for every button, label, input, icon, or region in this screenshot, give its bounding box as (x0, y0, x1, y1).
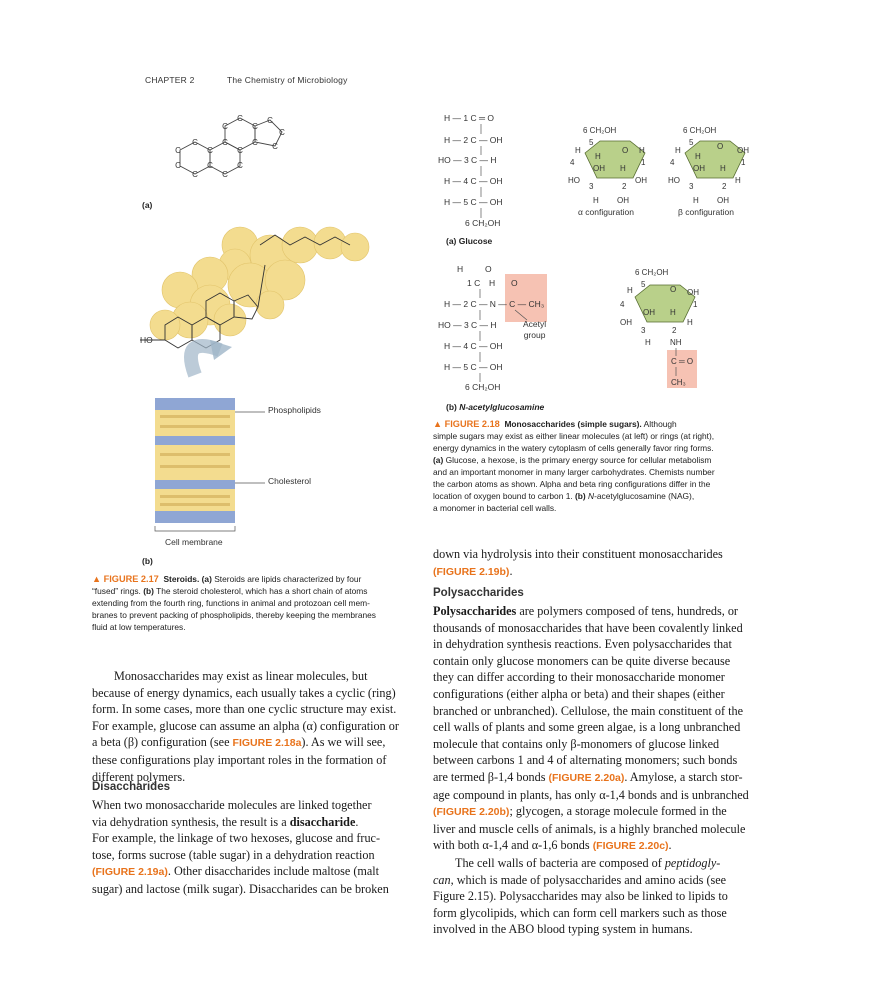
caption-text: energy dynamics in the watery cytoplasm of cells generally favor ring forms. (433, 443, 714, 453)
paragraph-line: Figure 2.15). Polysaccharides may also be linked to lipids to (433, 889, 728, 904)
svg-text:H — 2 C — OH: H — 2 C — OH (444, 135, 503, 145)
svg-text:5: 5 (641, 280, 646, 289)
atom-c: C (237, 161, 243, 170)
caption-text: -acetylglucosamine (NAG), (594, 491, 695, 501)
paragraph-line: they can differ according to their monosaccharide monomer (433, 670, 725, 685)
cell-membrane-label: Cell membrane (165, 537, 223, 547)
paragraph-line: different polymers. (92, 769, 186, 784)
caption-text: Glucose, a hexose, is the primary energy source for cellular metabolism (445, 455, 712, 465)
svg-text:3: 3 (589, 182, 594, 191)
svg-text:OH: OH (593, 164, 605, 173)
paragraph-line: between carbons 1 and 4 of alternating monomers; such bonds (433, 753, 738, 768)
svg-text:6 CH₂OH: 6 CH₂OH (583, 126, 617, 135)
svg-text:2: 2 (622, 182, 627, 191)
key-term: disaccharide (289, 814, 356, 829)
svg-text:H — 2 C — N — C — CH₃: H — 2 C — N — C — CH₃ (444, 299, 545, 309)
atom-c: C (175, 161, 181, 170)
paragraph-text: are polymers composed of tens, hundreds, or (516, 604, 738, 618)
paragraph-text: ; glycogen, a storage molecule formed in the (509, 804, 727, 819)
svg-text:1: 1 (741, 158, 746, 167)
italic-term: can, (433, 872, 454, 887)
svg-text:H: H (627, 286, 633, 295)
paragraph-line: cell walls of plants and some green algae, is a long unbranched (433, 720, 741, 735)
svg-text:H: H (489, 278, 496, 288)
svg-text:1: 1 (641, 158, 646, 167)
left-column-text (92, 668, 414, 785)
caption-text: Steroids are lipids characterized by four (214, 574, 362, 584)
panel-b-prefix: (b) (446, 402, 457, 412)
svg-text:NH: NH (670, 338, 682, 347)
svg-text:OH: OH (617, 196, 629, 205)
svg-text:O: O (622, 146, 629, 155)
paragraph-text: . (668, 838, 672, 853)
svg-text:OH: OH (643, 308, 655, 317)
nag-name: N-acetylglucosamine (459, 402, 545, 412)
svg-text:OH: OH (693, 164, 705, 173)
paragraph-text: The cell walls of bacteria are composed of (455, 855, 665, 870)
caption-text: and an important monomer in many larger carbohydrates. Chemists number (433, 467, 715, 477)
svg-text:OH: OH (717, 196, 729, 205)
alpha-configuration-label: α configuration (578, 207, 634, 217)
svg-text:HO — 3 C — H: HO — 3 C — H (438, 155, 497, 165)
svg-text:1: 1 (693, 300, 698, 309)
caption-part-a: (a) (201, 574, 212, 584)
caption-text: extending from the fourth ring, functions in animal and protozoan cell mem- (92, 598, 370, 608)
paragraph-line: down via hydrolysis into their constituent monosaccharides (433, 547, 723, 561)
hydroxyl-label: HO (140, 335, 153, 345)
svg-text:H — 1 C ═ O: H — 1 C ═ O (444, 113, 494, 123)
phospholipids-label: Phospholipids (268, 405, 321, 415)
paragraph-line: branched or unbranched). Cellulose, the main constituent of the (433, 703, 744, 718)
svg-text:4: 4 (620, 300, 625, 309)
svg-text:6 CH₂OH: 6 CH₂OH (635, 268, 669, 277)
nag-ring-structure (615, 265, 725, 395)
atom-c: C (272, 142, 278, 151)
atom-c: C (192, 170, 198, 179)
atom-c: C (222, 170, 228, 179)
caption-text: “fused” rings. (92, 586, 141, 596)
atom-c: C (252, 138, 258, 147)
steroid-ring-diagram (150, 110, 290, 195)
atom-c: C (207, 146, 213, 155)
svg-text:H: H (593, 196, 599, 205)
svg-text:H: H (645, 338, 651, 347)
svg-text:4: 4 (670, 158, 675, 167)
svg-text:H — 5 C — OH: H — 5 C — OH (444, 197, 503, 207)
atom-c: C (237, 114, 243, 123)
svg-text:H: H (695, 152, 701, 161)
beta-glucose-ring (665, 123, 765, 218)
svg-text:6 CH₂OH: 6 CH₂OH (683, 126, 717, 135)
caption-part-b: (b) (575, 491, 586, 501)
atom-c: C (175, 146, 181, 155)
figure-reference-link[interactable]: (FIGURE 2.19a) (92, 866, 168, 879)
svg-text:6 CH₂OH: 6 CH₂OH (465, 218, 501, 228)
caption-text: branes to prevent packing of phospholipids, thereby keeping the membranes (92, 610, 376, 620)
svg-text:HO: HO (568, 176, 580, 185)
disaccharides-paragraph (92, 797, 414, 898)
atom-c: C (222, 138, 228, 147)
paragraph-text: via dehydration synthesis, the result is a (92, 814, 290, 829)
svg-text:H: H (687, 318, 693, 327)
running-header (145, 75, 348, 85)
atom-c: C (237, 146, 243, 155)
caption-text: Although (643, 419, 677, 429)
svg-text:H: H (595, 152, 601, 161)
caption-text: the carbon atoms as shown. Alpha and beta ring configurations differ in the (433, 479, 711, 489)
paragraph-line: these configurations play important roles in the formation of (92, 752, 387, 767)
paragraph-line: molecule that contains only β-monomers of glucose linked (433, 736, 720, 751)
paragraph-text: . (509, 563, 513, 578)
svg-text:OH: OH (620, 318, 632, 327)
acetyl-label-line: Acetyl (523, 319, 547, 329)
paragraph-line: Monosaccharides may exist as linear molecules, but (114, 669, 368, 683)
paragraph-line: thousands of monosaccharides that have been covalently linked (433, 620, 743, 635)
svg-text:H: H (693, 196, 699, 205)
caption-text: The steroid cholesterol, which has a short chain of atoms (156, 586, 368, 596)
atom-c: C (222, 122, 228, 131)
svg-text:H: H (639, 146, 645, 155)
glucose-panel-label: (a) Glucose (446, 236, 493, 246)
caption-text: a monomer in bacterial cell walls. (433, 503, 557, 513)
figure-2-17-caption (92, 573, 422, 633)
italic-term: peptidogly- (664, 855, 721, 870)
alpha-glucose-ring (565, 123, 665, 218)
atom-c: C (192, 138, 198, 147)
panel-a-label: (a) (142, 200, 153, 210)
paragraph-line: contain only glucose monomers can be quite diverse because (433, 653, 731, 668)
svg-text:2: 2 (722, 182, 727, 191)
caption-title: Steroids. (163, 574, 200, 584)
svg-text:1 C: 1 C (467, 278, 481, 288)
svg-text:H: H (457, 264, 464, 274)
svg-text:5: 5 (589, 138, 594, 147)
figure-number: ▲ FIGURE 2.18 (433, 419, 500, 429)
svg-text:H: H (675, 146, 681, 155)
caption-title: Monosaccharides (simple sugars). (504, 419, 642, 429)
paragraph-line: configurations (either alpha or beta) and their shapes (either (433, 686, 725, 701)
section-heading-disaccharides: Disaccharides (92, 781, 170, 793)
svg-text:O: O (670, 285, 677, 294)
svg-text:H: H (670, 308, 676, 317)
paragraph-line: tose, forms sucrose (table sugar) in a dehydration reaction (92, 847, 375, 862)
paragraph-line: because of energy dynamics, each usually takes a cyclic (ring) (92, 685, 396, 700)
svg-text:HO — 3 C — H: HO — 3 C — H (438, 320, 497, 330)
svg-text:H — 4 C — OH: H — 4 C — OH (444, 176, 503, 186)
svg-text:5: 5 (689, 138, 694, 147)
figure-reference-link[interactable]: (FIGURE 2.20c) (592, 840, 669, 853)
section-heading-polysaccharides: Polysaccharides (433, 587, 524, 599)
atom-c: C (267, 116, 273, 125)
figure-reference-link[interactable]: FIGURE 2.18a (232, 737, 302, 750)
atom-c: C (252, 122, 258, 131)
cholesterol-membrane-illustration (140, 215, 390, 550)
atom-c: C (207, 161, 213, 170)
paragraph-line: form glycolipids, which can form cell markers such as those (433, 905, 727, 920)
figure-2-18-caption (433, 418, 773, 514)
svg-text:O: O (511, 278, 518, 288)
paragraph-text: a beta (β) configuration (see (92, 735, 233, 750)
right-column-intro (433, 546, 755, 580)
svg-text:3: 3 (689, 182, 694, 191)
paragraph-text: ). As we will see, (301, 735, 386, 750)
svg-text:O: O (485, 264, 492, 274)
svg-text:4: 4 (570, 158, 575, 167)
svg-text:H: H (735, 176, 741, 185)
svg-text:OH: OH (635, 176, 647, 185)
paragraph-text: which is made of polysaccharides and amino acids (see (453, 872, 727, 887)
svg-text:OH: OH (737, 146, 749, 155)
svg-text:3: 3 (641, 326, 646, 335)
paragraph-line: liver and muscle cells of animals, is a highly branched molecule (433, 821, 746, 836)
paragraph-text: . (355, 814, 359, 829)
paragraph-line: in dehydration synthesis reactions. Even polysaccharides that (433, 637, 732, 652)
svg-text:H — 4 C — OH: H — 4 C — OH (444, 341, 503, 351)
caption-italic: N (588, 491, 595, 501)
caption-part-b: (b) (143, 586, 154, 596)
polysaccharides-paragraph (433, 603, 755, 938)
svg-text:HO: HO (668, 176, 680, 185)
svg-text:H: H (720, 164, 726, 173)
paragraph-line: involved in the ABO blood typing system in humans. (433, 922, 693, 937)
svg-text:H: H (620, 164, 626, 173)
svg-text:C ═ O: C ═ O (671, 357, 694, 366)
paragraph-line: When two monosaccharide molecules are linked together (92, 798, 372, 812)
paragraph-line: For example, glucose can assume an alpha (α) configuration or (92, 718, 399, 733)
chapter-title: The Chemistry of Microbiology (226, 75, 348, 85)
caption-part-a: (a) (433, 455, 444, 465)
panel-b-label: (b) (142, 556, 153, 566)
acetyl-group-label (523, 319, 546, 341)
atom-c: C (279, 128, 285, 137)
beta-configuration-label: β configuration (678, 207, 734, 217)
svg-text:CH₃: CH₃ (671, 378, 686, 387)
paragraph-text: . Amylose, a starch stor- (624, 769, 743, 784)
svg-text:OH: OH (687, 288, 699, 297)
figure-reference-link[interactable]: (FIGURE 2.19b) (433, 565, 510, 578)
caption-text: location of oxygen bound to carbon 1. (433, 491, 573, 501)
paragraph-line: form. In some cases, more than one cyclic structure may exist. (92, 702, 397, 717)
paragraph-text: . Other disaccharides include maltose (malt (167, 864, 380, 879)
paragraph-line: sugar) and lactose (milk sugar). Disaccharides can be broken (92, 881, 389, 896)
svg-text:2: 2 (672, 326, 677, 335)
figure-reference-link[interactable]: (FIGURE 2.20a) (548, 771, 625, 784)
cholesterol-label: Cholesterol (268, 476, 311, 486)
figure-number: ▲ FIGURE 2.17 (92, 574, 159, 584)
paragraph-text: are termed β-1,4 bonds (433, 769, 549, 784)
svg-text:O: O (717, 142, 724, 151)
caption-text: fluid at low temperatures. (92, 622, 186, 632)
paragraph-line: age compound in plants, has only α-1,4 bonds and is unbranched (433, 787, 749, 802)
paragraph-text: with both α-1,4 and α-1,6 bonds (433, 838, 593, 853)
nag-panel-label (446, 402, 544, 412)
svg-text:H: H (575, 146, 581, 155)
acetyl-label-line: group (523, 330, 546, 340)
chapter-label: CHAPTER 2 (145, 75, 195, 85)
svg-text:6 CH₂OH: 6 CH₂OH (465, 382, 501, 392)
caption-text: simple sugars may exist as either linear molecules (at left) or rings (at right), (433, 431, 715, 441)
paragraph-line: For example, the linkage of two hexoses, glucose and fruc- (92, 831, 381, 846)
key-term: Polysaccharides (433, 604, 517, 618)
glucose-linear-structure (435, 112, 545, 232)
figure-reference-link[interactable]: (FIGURE 2.20b) (433, 806, 510, 819)
svg-text:H — 5 C — OH: H — 5 C — OH (444, 362, 503, 372)
